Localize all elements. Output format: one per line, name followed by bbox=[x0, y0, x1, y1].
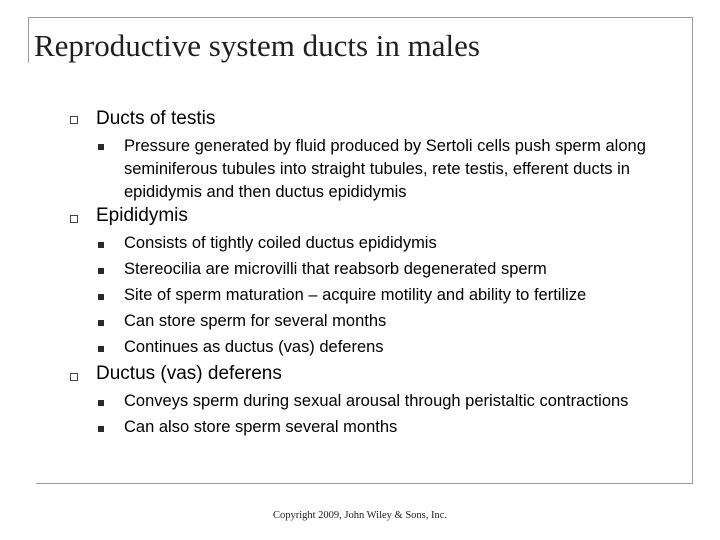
slide-frame-left bbox=[28, 17, 29, 63]
filled-square-bullet-icon bbox=[98, 346, 104, 352]
bullet-text: Stereocilia are microvilli that reabsorb degenerated sperm bbox=[124, 260, 547, 278]
section-heading-ductus-deferens: Ductus (vas) deferens bbox=[96, 363, 282, 384]
bullet-text: Can store sperm for several months bbox=[124, 312, 387, 330]
bullet-text: Site of sperm maturation – acquire motility and ability to fertilize bbox=[124, 286, 587, 304]
filled-square-bullet-icon bbox=[98, 294, 104, 300]
slide-title: Reproductive system ducts in males bbox=[34, 28, 480, 63]
bullet-text: Conveys sperm during sexual arousal through peristaltic contractions bbox=[124, 392, 629, 410]
filled-square-bullet-icon bbox=[98, 242, 104, 248]
filled-square-bullet-icon bbox=[98, 144, 104, 150]
section-heading-epididymis: Epididymis bbox=[96, 205, 188, 226]
filled-square-bullet-icon bbox=[98, 426, 104, 432]
square-bullet-icon bbox=[70, 373, 78, 381]
bullet-text: Consists of tightly coiled ductus epididymis bbox=[124, 234, 437, 252]
bullet-text: Pressure generated by fluid produced by Sertoli cells push sperm along seminiferous tubules into straight tubules, rete testis, efferent ducts in epididymis and then ductus epididymis bbox=[124, 137, 646, 201]
filled-square-bullet-icon bbox=[98, 400, 104, 406]
bullet-text: Can also store sperm several months bbox=[124, 418, 398, 436]
square-bullet-icon bbox=[70, 116, 78, 124]
slide-frame-right bbox=[692, 17, 693, 484]
filled-square-bullet-icon bbox=[98, 268, 104, 274]
copyright-footer: Copyright 2009, John Wiley & Sons, Inc. bbox=[272, 510, 448, 521]
bullet-text: Continues as ductus (vas) deferens bbox=[124, 338, 384, 356]
section-heading-ducts-of-testis: Ducts of testis bbox=[96, 108, 216, 129]
slide-frame-bottom bbox=[36, 483, 693, 484]
square-bullet-icon bbox=[70, 215, 78, 223]
slide-frame-top bbox=[28, 17, 693, 18]
filled-square-bullet-icon bbox=[98, 320, 104, 326]
